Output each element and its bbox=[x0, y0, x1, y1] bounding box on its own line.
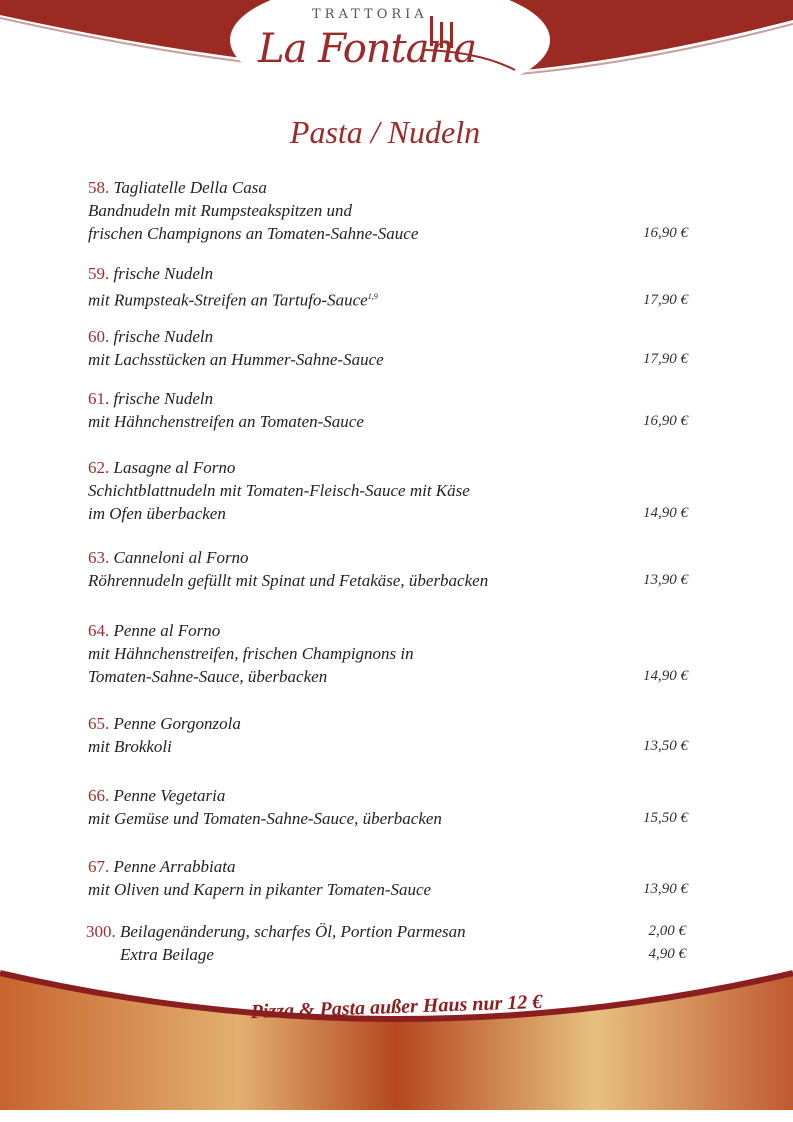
item-name: Tagliatelle Della Casa bbox=[113, 178, 267, 197]
item-description: mit Gemüse und Tomaten-Sahne-Sauce, überbacken bbox=[88, 809, 442, 828]
item-description: Schichtblattnudeln mit Tomaten-Fleisch-Sauce mit Käse bbox=[88, 481, 470, 500]
item-description: mit Hähnchenstreifen, frischen Champignons in bbox=[88, 644, 414, 663]
item-number: 62. bbox=[88, 458, 110, 477]
page-title: Pasta / Nudeln bbox=[289, 114, 481, 150]
brand-subtitle: TRATTORIA bbox=[312, 7, 428, 22]
menu-item bbox=[88, 325, 688, 371]
item-price: 15,50 € bbox=[643, 810, 688, 826]
item-number: 66. bbox=[88, 786, 110, 805]
item-description: Tomaten-Sahne-Sauce, überbacken bbox=[88, 667, 328, 686]
item-name: Canneloni al Forno bbox=[113, 548, 249, 567]
item-description: Bandnudeln mit Rumpsteakspitzen und bbox=[88, 201, 352, 220]
item-name: frische Nudeln bbox=[113, 389, 214, 408]
menu-item bbox=[88, 619, 688, 688]
item-price: 13,50 € bbox=[643, 738, 688, 754]
item-price: 17,90 € bbox=[643, 351, 688, 367]
item-price: 2,00 € bbox=[648, 923, 686, 939]
item-price: 14,90 € bbox=[643, 668, 688, 684]
item-number: 60. bbox=[88, 327, 110, 346]
item-name: Penne Arrabbiata bbox=[113, 857, 236, 876]
menu-item bbox=[88, 546, 688, 592]
menu-item bbox=[88, 712, 688, 758]
item-number: 64. bbox=[88, 621, 110, 640]
item-price: 4,90 € bbox=[648, 946, 686, 962]
item-price: 14,90 € bbox=[643, 505, 688, 521]
extras-line: Extra Beilage bbox=[120, 945, 214, 964]
item-number: 58. bbox=[88, 178, 110, 197]
item-price: 13,90 € bbox=[643, 572, 688, 588]
item-name: Penne al Forno bbox=[113, 621, 221, 640]
item-description: mit Hähnchenstreifen an Tomaten-Sauce bbox=[88, 412, 364, 431]
item-price: 16,90 € bbox=[643, 225, 688, 241]
extras-line: Beilagenänderung, scharfes Öl, Portion Parmesan bbox=[120, 922, 466, 941]
item-number: 61. bbox=[88, 389, 110, 408]
item-name: Lasagne al Forno bbox=[113, 458, 236, 477]
item-name: frische Nudeln bbox=[113, 264, 214, 283]
item-number: 67. bbox=[88, 857, 110, 876]
menu-item bbox=[88, 456, 688, 525]
menu-item bbox=[88, 176, 688, 245]
item-description: mit Lachsstücken an Hummer-Sahne-Sauce bbox=[88, 350, 384, 369]
menu-item bbox=[88, 262, 688, 312]
item-number: 63. bbox=[88, 548, 110, 567]
item-number: 59. bbox=[88, 264, 110, 283]
item-number: 65. bbox=[88, 714, 110, 733]
item-price: 16,90 € bbox=[643, 413, 688, 429]
promo-text: Pizza & Pasta außer Haus nur 12 € bbox=[250, 990, 543, 1024]
item-description: mit Rumpsteak-Streifen an Tartufo-Sauce bbox=[88, 290, 368, 310]
item-description: Röhrennudeln gefüllt mit Spinat und Fetakäse, überbacken bbox=[88, 571, 489, 590]
item-number: 300. bbox=[86, 922, 116, 941]
menu-item bbox=[88, 855, 688, 901]
item-price: 13,90 € bbox=[643, 881, 688, 897]
item-description: im Ofen überbacken bbox=[88, 504, 226, 523]
menu-item bbox=[88, 784, 688, 830]
brand-logo: La Fontana bbox=[258, 26, 477, 72]
menu-item bbox=[88, 387, 688, 433]
item-name: frische Nudeln bbox=[113, 327, 214, 346]
extras-item bbox=[86, 920, 686, 966]
item-name: Penne Vegetaria bbox=[113, 786, 226, 805]
item-price: 17,90 € bbox=[643, 291, 688, 308]
item-name: Penne Gorgonzola bbox=[113, 714, 241, 733]
item-description: frischen Champignons an Tomaten-Sahne-Sauce bbox=[88, 224, 419, 243]
item-description: mit Oliven und Kapern in pikanter Tomaten-Sauce bbox=[88, 880, 432, 899]
allergen-note: 1,9 bbox=[367, 292, 378, 301]
item-description: mit Brokkoli bbox=[88, 737, 172, 756]
